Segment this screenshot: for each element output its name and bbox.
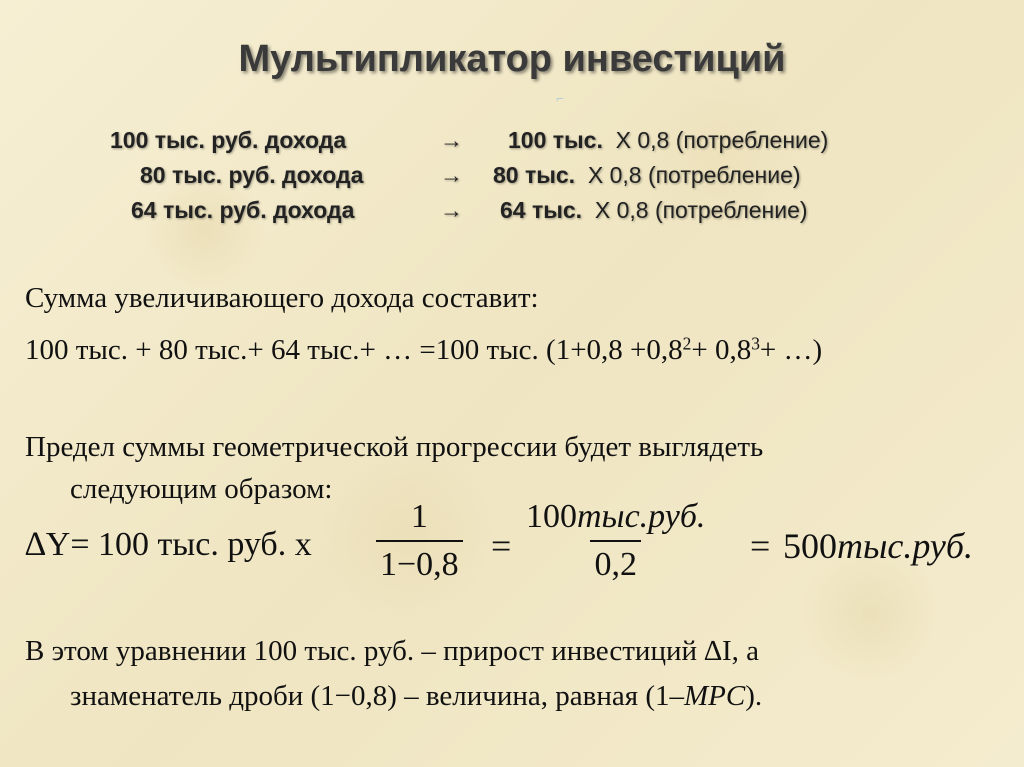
calc-row-1 [110, 127, 346, 154]
calc-row-mult: Х 0,8 (потребление) [594, 197, 808, 223]
calc-row-income: 80 тыс. руб. дохода [140, 162, 364, 188]
calc-row-amount: 100 тыс. Х 0,8 (потребление) [508, 127, 829, 153]
explanation-line-1: В этом уравнении 100 тыс. руб. – прирост инвестиций ∆I, а [25, 635, 760, 667]
explanation-line-2: знаменатель дроби (1−0,8) – величина, равная (1–MPC). [70, 680, 763, 712]
formula-lhs: ∆Y= 100 тыс. руб. х [25, 526, 312, 563]
fraction-2-denominator: 0,2 [590, 540, 641, 582]
fraction-1-denominator: 1−0,8 [376, 540, 463, 582]
arrow-icon: → [440, 162, 463, 188]
arrow-icon: → [440, 197, 463, 223]
calc-row-amount: 80 тыс. Х 0,8 (потребление) [493, 162, 801, 188]
slide-title: Мультипликатор инвестиций [238, 38, 786, 80]
fraction-1-numerator: 1 [410, 498, 428, 535]
equals-sign: = [491, 526, 512, 566]
sum-line: 100 тыс. + 80 тыс.+ 64 тыс.+ … =100 тыс. ($1+0,8 +0,8^2+ 0,8^3+$ …) [25, 333, 823, 366]
calc-row-3 [131, 197, 354, 224]
arrow-icon: → [440, 127, 463, 153]
formula-result: 500тыс.руб. [783, 526, 973, 566]
decorative-mark: ⌐ [556, 92, 564, 107]
calc-row-amount: 64 тыс. Х 0,8 (потребление) [500, 197, 808, 223]
calc-row-income: 64 тыс. руб. дохода [131, 197, 355, 223]
calc-row-income: 100 тыс. руб. дохода [110, 127, 347, 153]
limit-intro: Предел суммы геометрической прогрессии будет выглядеть [25, 431, 764, 463]
fraction-2-numerator: 100тыс.руб. [526, 498, 706, 535]
limit-intro-cont: следующим образом: [70, 473, 333, 505]
fraction-2 [522, 500, 709, 582]
calc-row-mult: Х 0,8 (потребление) [587, 162, 801, 188]
calc-row-2 [140, 162, 363, 189]
sum-intro: Сумма увеличивающего дохода составит: [25, 282, 539, 314]
fraction-1 [376, 500, 463, 582]
calc-row-mult: Х 0,8 (потребление) [615, 127, 829, 153]
equals-sign: = [750, 526, 771, 566]
